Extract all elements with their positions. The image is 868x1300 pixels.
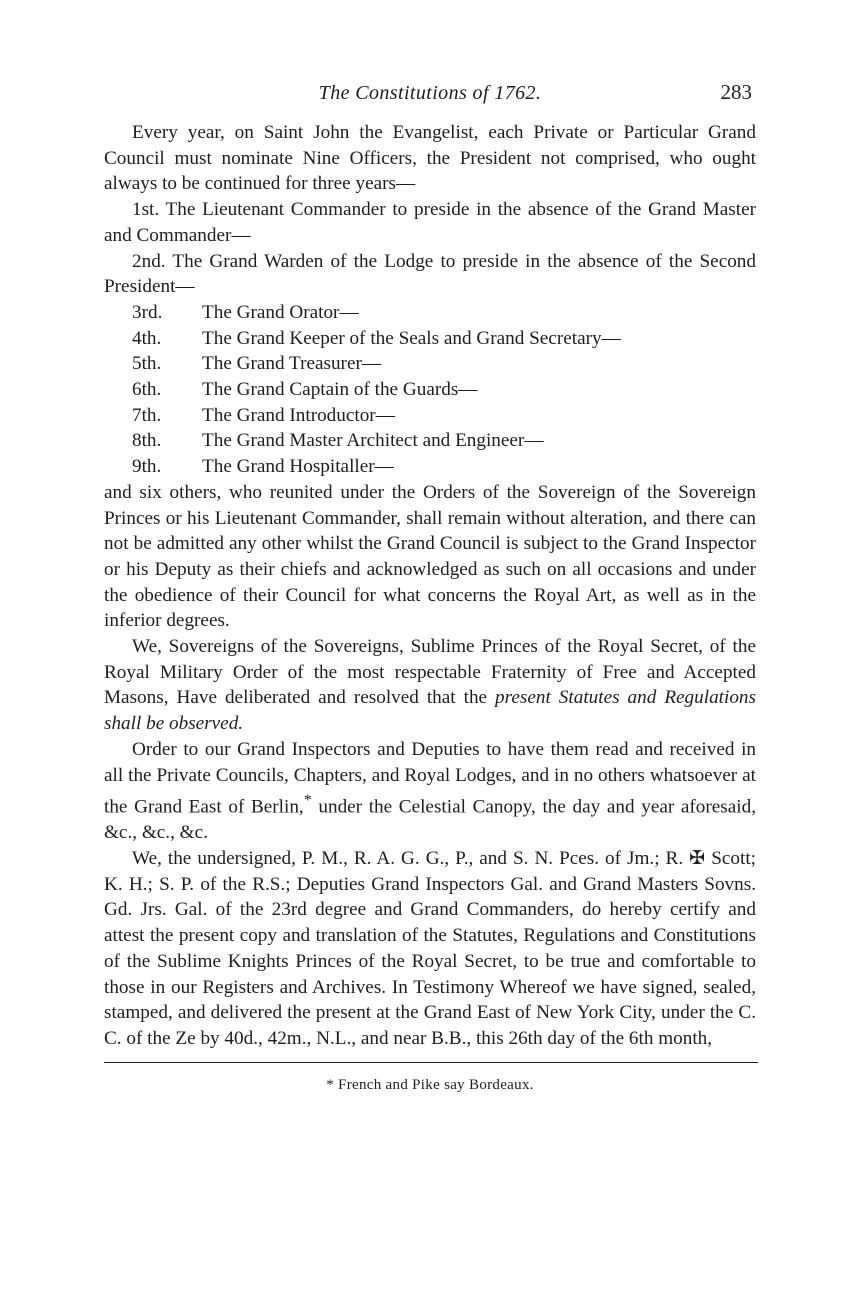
footnote-rule bbox=[104, 1062, 758, 1063]
footnote: * French and Pike say Bordeaux. bbox=[326, 1076, 534, 1093]
officer-title: The Grand Introductor— bbox=[202, 404, 395, 426]
officer-line bbox=[104, 300, 756, 326]
officer-line bbox=[104, 428, 756, 454]
order-text: Order to our Grand Inspectors and Deputies to have them read and received in all the Private Councils, Chapters, and Royal Lodges, and in no others whatsoever at the Grand East of Berlin, bbox=[104, 738, 756, 818]
officer-number: 5th. bbox=[132, 353, 162, 375]
officer-title: The Grand Orator— bbox=[202, 301, 359, 323]
paragraph-nomination: Every year, on Saint John the Evangelist, each Private or Particular Grand Council must nominate Nine Officers, the President not comprised, who ought always to be continued for three years— bbox=[104, 122, 756, 195]
footnote-mark: * bbox=[303, 792, 312, 810]
sovereigns-text: We, Sovereigns of the Sovereigns, Sublime Princes of the Royal Secret, of the Royal Military Order of the most respectable Fraternity of Free and Accepted Masons, Have deliberated and resolved that the bbox=[104, 636, 756, 709]
body-text bbox=[104, 120, 756, 1052]
officer-number: 8th. bbox=[132, 430, 162, 452]
page-header bbox=[104, 82, 756, 118]
officer-title: The Grand Captain of the Guards— bbox=[202, 379, 478, 401]
paragraph-order bbox=[104, 737, 756, 846]
paragraph-second-officer: 2nd. The Grand Warden of the Lodge to preside in the absence of the Second President— bbox=[104, 250, 756, 298]
officer-line bbox=[104, 326, 756, 352]
officer-number: 6th. bbox=[132, 379, 162, 401]
sovereigns-italic-text: present Statutes and Regulations shall be observed. bbox=[104, 687, 756, 735]
page-number: 283 bbox=[720, 80, 752, 104]
paragraph-sovereigns bbox=[104, 634, 756, 737]
officer-title: The Grand Keeper of the Seals and Grand Secretary— bbox=[202, 327, 621, 349]
paragraph-first-officer: 1st. The Lieutenant Commander to preside in the absence of the Grand Master and Commander— bbox=[104, 199, 756, 246]
order-text-continued: under the Celestial Canopy, the day and year aforesaid, &c., &c., &c. bbox=[104, 796, 756, 844]
officer-number: 4th. bbox=[132, 327, 162, 349]
officer-list bbox=[104, 300, 756, 480]
cross-icon: ✠ bbox=[689, 848, 706, 870]
officer-number: 9th. bbox=[132, 456, 162, 478]
officer-line bbox=[104, 351, 756, 377]
officer-line bbox=[104, 377, 756, 403]
running-title: The Constitutions of 1762. bbox=[318, 82, 542, 104]
officer-number: 7th. bbox=[132, 404, 162, 426]
officer-title: The Grand Master Architect and Engineer— bbox=[202, 430, 544, 452]
officer-title: The Grand Hospitaller— bbox=[202, 456, 394, 478]
officer-line bbox=[104, 403, 756, 429]
undersigned-text-continued: Scott; K. H.; S. P. of the R.S.; Deputies Grand Inspectors Gal. and Grand Masters Sovns. Gd. Jrs. Gal. of the 23rd degree and Grand Commanders, do hereby certify and attest the present copy and translation of the Statutes, Regulations and Constitutions of the Sublime Knights Princes of the Royal Secret, to be true and comfortable to those in our Registers and Archives. In Testimony Whereof we have signed, sealed, stamped, and delivered the present at the Grand East of New York City, under the C. C. of the Ze by 40d., 42m., N.L., and near B.B., this 26th day of the 6th month, bbox=[104, 848, 756, 1049]
undersigned-text: We, the undersigned, P. M., R. A. G. G., P., and S. N. Pces. of Jm.; R. bbox=[132, 848, 690, 870]
document-page bbox=[104, 82, 756, 1094]
officer-number: 3rd. bbox=[132, 301, 163, 323]
paragraph-undersigned bbox=[104, 846, 756, 1052]
paragraph-continuation: and six others, who reunited under the Orders of the Sovereign of the Sovereign Princes or his Lieutenant Commander, shall remain without alteration, and there can not be admitted any other whilst the Grand Council is subject to the Grand Inspector or his Deputy as their chiefs and acknowledged as such on all occasions and under the obedience of their Council for what concerns the Royal Art, as well as in the inferior degrees. bbox=[104, 481, 756, 632]
officer-title: The Grand Treasurer— bbox=[202, 353, 382, 375]
officer-line bbox=[104, 454, 756, 480]
